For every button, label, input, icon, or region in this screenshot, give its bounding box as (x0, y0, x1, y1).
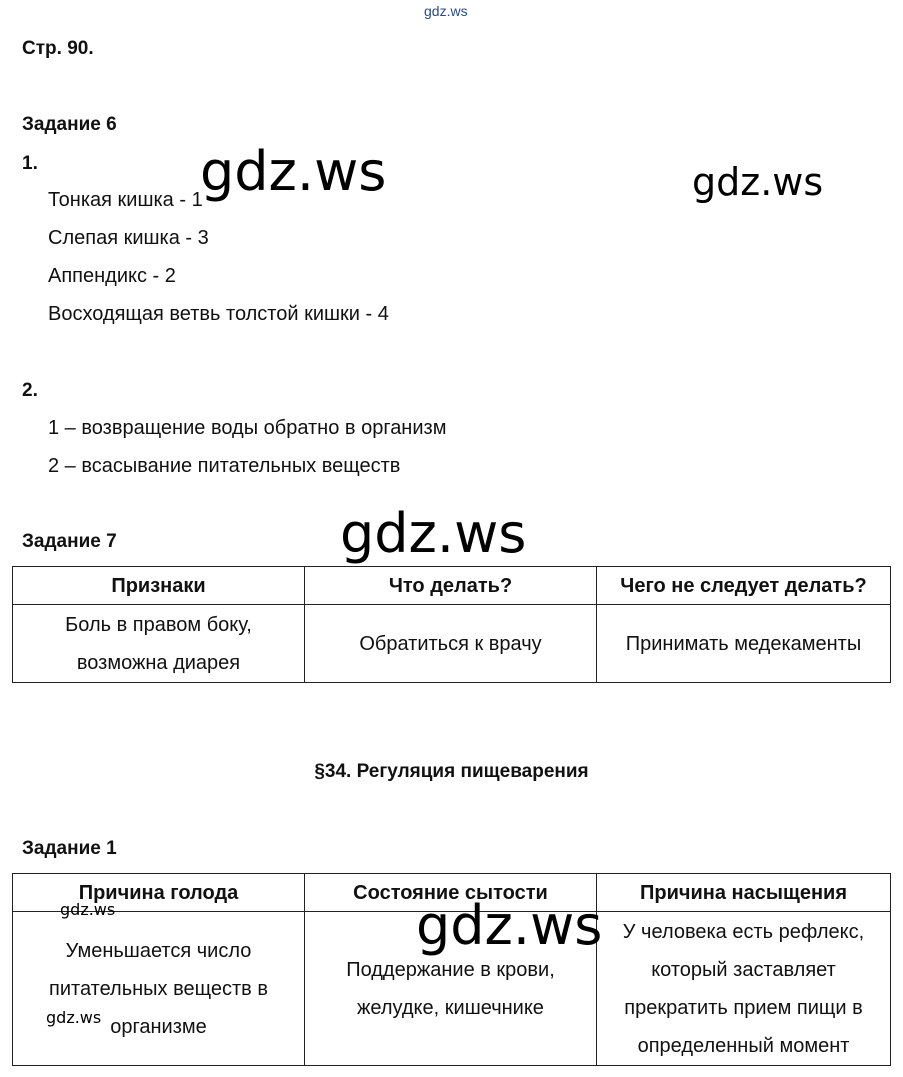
page-label: Стр. 90. (22, 38, 94, 59)
cell-line: возможна диарея (76, 651, 241, 674)
cell-line: организме (110, 1015, 207, 1038)
watermark-large: gdz.ws (200, 140, 387, 203)
watermark-large: gdz.ws (340, 502, 527, 565)
table-header-cell: Состояние сытости (305, 874, 597, 912)
task6-item: Восходящая ветвь толстой кишки - 4 (48, 303, 389, 325)
table-header-row (13, 567, 891, 605)
task6-item: Слепая кишка - 3 (48, 227, 209, 249)
cell-line: который заставляет (651, 958, 836, 981)
table-header-cell: Причина насыщения (597, 874, 891, 912)
task6-item: 2 – всасывание питательных веществ (48, 455, 401, 477)
watermark-small: gdz.ws (46, 1008, 102, 1027)
watermark-large: gdz.ws (416, 894, 603, 957)
watermark-small: gdz.ws (60, 900, 116, 919)
cell-line: питательных веществ в (49, 977, 268, 1000)
table-cell: Обратиться к врачу (305, 605, 597, 683)
task7-table (12, 566, 891, 683)
task6-part2-number: 2. (22, 380, 38, 401)
table-header-cell: Чего не следует делать? (597, 567, 891, 605)
cell-line: желудке, кишечнике (357, 996, 544, 1019)
table-cell (13, 912, 305, 1066)
table-header-cell: Причина голода (13, 874, 305, 912)
table-header-cell: Что делать? (305, 567, 597, 605)
cell-line: Поддержание в крови, (346, 958, 555, 981)
cell-line: прекратить прием пищи в (624, 996, 863, 1019)
task6-item: Аппендикс - 2 (48, 265, 176, 287)
cell-line: Боль в правом боку, (65, 613, 252, 636)
cell-line: Уменьшается число (65, 939, 252, 962)
table-header-cell: Признаки (13, 567, 305, 605)
task6-item: 1 – возвращение воды обратно в организм (48, 417, 447, 439)
table-cell: Принимать медекаменты (597, 605, 891, 683)
watermark-medium: gdz.ws (692, 160, 824, 204)
task6-title: Задание 6 (22, 114, 117, 135)
section-title: §34. Регуляция пищеварения (314, 761, 589, 782)
cell-line: У человека есть рефлекс, (622, 920, 865, 943)
task6-part1-number: 1. (22, 153, 38, 174)
task1-title: Задание 1 (22, 838, 117, 859)
task7-title: Задание 7 (22, 531, 117, 552)
task6-item: Тонкая кишка - 1 (48, 189, 203, 211)
header-watermark: gdz.ws (424, 3, 468, 19)
cell-line: определенный момент (637, 1034, 850, 1057)
table-cell (597, 912, 891, 1066)
table-cell (13, 605, 305, 683)
table-row (13, 605, 891, 683)
